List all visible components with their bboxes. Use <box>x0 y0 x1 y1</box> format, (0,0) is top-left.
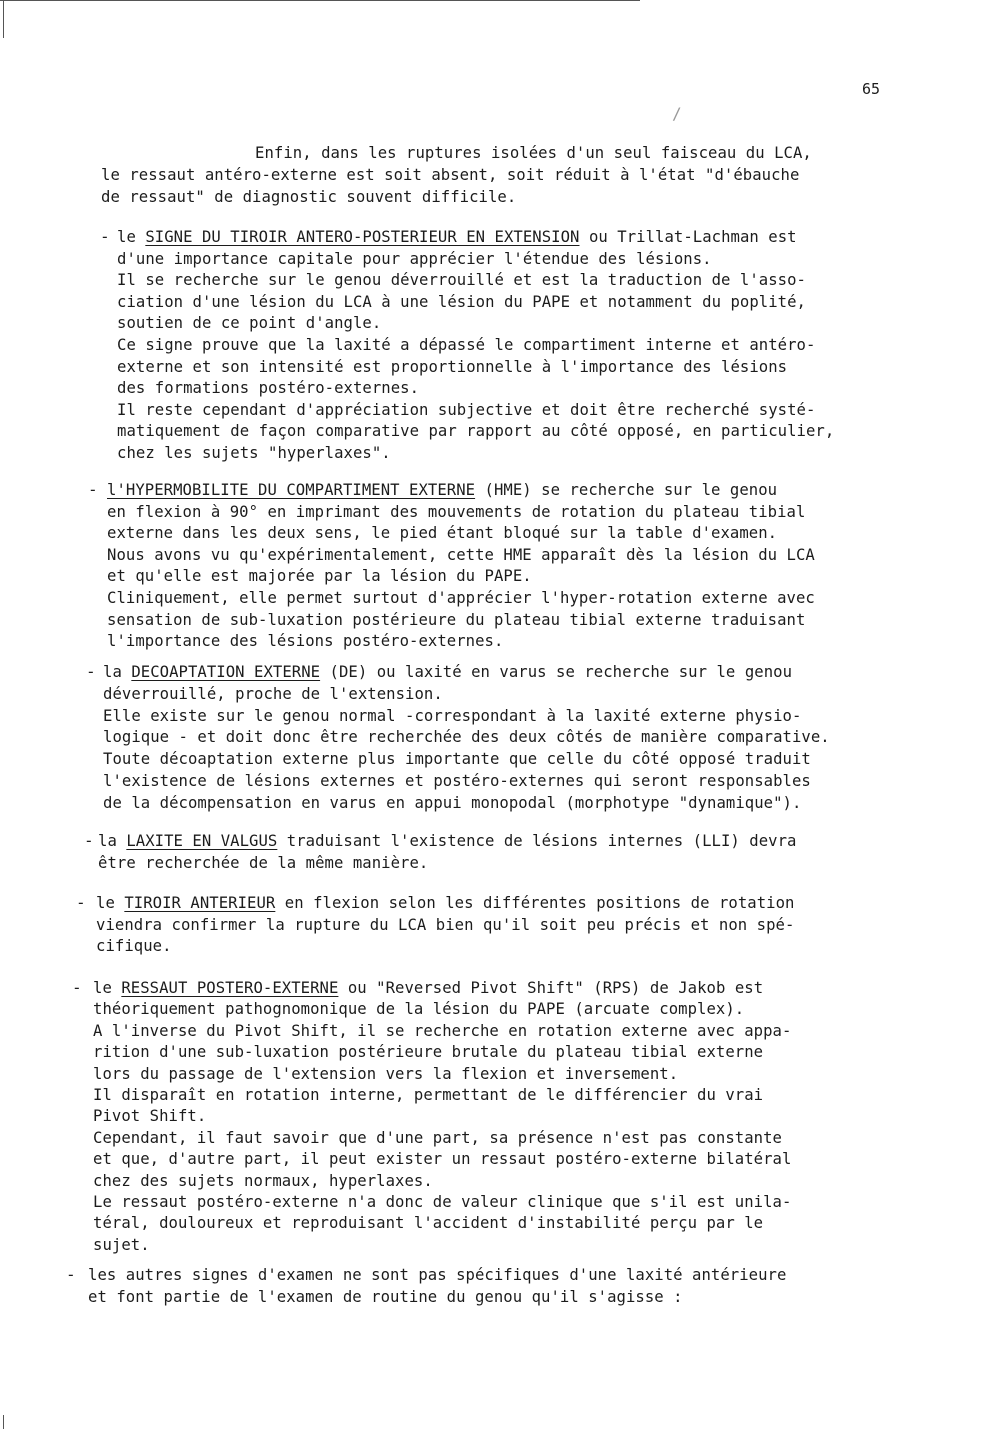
item-line: Il se recherche sur le genou déverrouillé et est la traduction de l'asso- <box>117 271 806 290</box>
item-line: l'existence de lésions externes et postéro-externes qui seront responsables <box>103 772 811 790</box>
stray-pen-mark: / <box>672 104 682 123</box>
item-first-line <box>88 1266 786 1284</box>
item-line: rition d'une sub-luxation postérieure brutale du plateau tibial externe <box>93 1043 764 1062</box>
page-number: 65 <box>862 80 881 98</box>
item-lead-text: la <box>103 663 132 681</box>
item-line: Elle existe sur le genou normal -correspondant à la laxité externe physio- <box>103 706 802 725</box>
item-line: téral, douloureux et reproduisant l'accident d'instabilité perçu par le <box>93 1214 764 1233</box>
item-line: d'une importance capitale pour apprécier l'étendue des lésions. <box>117 249 712 268</box>
item-line: lors du passage de l'extension vers la flexion et inversement. <box>93 1064 679 1083</box>
item-term-heading: l'HYPERMOBILITE DU COMPARTIMENT EXTERNE <box>107 481 476 499</box>
item-line: externe dans les deux sens, le pied étant bloqué sur la table d'examen. <box>107 524 778 543</box>
item-dash: - <box>72 978 82 997</box>
item-line: Pivot Shift. <box>93 1107 207 1126</box>
intro-line: le ressaut antéro-externe est soit absent, soit réduit à l'état "d'ébauche <box>101 166 800 184</box>
item-line: et font partie de l'examen de routine du genou qu'il s'agisse : <box>88 1288 683 1306</box>
item-line: théoriquement pathognomonique de la lésion du PAPE (arcuate complex). <box>93 1000 745 1019</box>
item-first-line <box>98 832 796 850</box>
item-lead-text: le <box>96 894 125 912</box>
item-line: ciation d'une lésion du LCA à une lésion du PAPE et notamment du poplité, <box>117 292 806 311</box>
item-line: Cependant, il faut savoir que d'une part, sa présence n'est pas constante <box>93 1128 782 1147</box>
item-first-line <box>96 894 794 912</box>
item-first-line-rest: (DE) ou laxité en varus se recherche sur le genou <box>320 663 793 681</box>
item-dash: - <box>66 1265 76 1284</box>
scan-left-mark <box>3 1415 4 1429</box>
item-line: et que, d'autre part, il peut exister un ressaut postéro-externe bilatéral <box>93 1150 792 1169</box>
scan-left-mark <box>3 0 4 38</box>
item-line: de la décompensation en varus en appui monopodal (morphotype "dynamique"). <box>103 793 802 812</box>
item-dash: - <box>76 893 86 912</box>
item-line: externe et son intensité est proportionnelle à l'importance des lésions <box>117 357 788 376</box>
item-line: des formations postéro-externes. <box>117 379 420 398</box>
item-first-line-rest: (HME) se recherche sur le genou <box>475 481 778 499</box>
item-line: déverrouillé, proche de l'extension. <box>103 684 443 703</box>
item-line: être recherchée de la même manière. <box>98 854 429 872</box>
item-term-heading: DECOAPTATION EXTERNE <box>131 663 321 681</box>
item-line: l'importance des lésions postéro-externes. <box>107 632 504 651</box>
item-dash: - <box>84 831 94 850</box>
item-line: A l'inverse du Pivot Shift, il se recherche en rotation externe avec appa- <box>93 1021 792 1040</box>
item-term-heading: TIROIR ANTERIEUR <box>124 894 276 912</box>
item-line: matiquement de façon comparative par rapport au côté opposé, en particulier, <box>117 422 835 441</box>
item-first-line <box>93 979 763 997</box>
item-lead-text: les autres signes d'examen ne sont pas spécifiques d'une laxité antérieure <box>88 1266 787 1284</box>
item-line: Le ressaut postéro-externe n'a donc de valeur clinique que s'il est unila- <box>93 1193 792 1211</box>
item-first-line <box>107 481 777 499</box>
item-line: en flexion à 90° en imprimant des mouvements de rotation du plateau tibial <box>107 502 806 521</box>
item-term-heading: SIGNE DU TIROIR ANTERO-POSTERIEUR EN EXTENSION <box>145 228 580 246</box>
item-line: soutien de ce point d'angle. <box>117 314 382 333</box>
item-first-line-rest: traduisant l'existence de lésions internes (LLI) devra <box>277 832 797 850</box>
item-dash: - <box>86 662 96 681</box>
intro-line: Enfin, dans les ruptures isolées d'un seul faisceau du LCA, <box>255 144 812 162</box>
item-term-heading: LAXITE EN VALGUS <box>126 832 278 850</box>
item-line: cifique. <box>96 937 172 956</box>
item-line: Il disparaît en rotation interne, permettant de le différencier du vrai <box>93 1086 764 1104</box>
intro-line: de ressaut" de diagnostic souvent difficile. <box>101 188 517 206</box>
item-line: Nous avons vu qu'expérimentalement, cette HME apparaît dès la lésion du LCA <box>107 545 815 564</box>
item-line: chez les sujets "hyperlaxes". <box>117 444 391 462</box>
item-lead-text: la <box>98 832 127 850</box>
item-line: sujet. <box>93 1235 150 1254</box>
item-line: Cliniquement, elle permet surtout d'apprécier l'hyper-rotation externe avec <box>107 589 815 607</box>
item-first-line-rest: en flexion selon les différentes positions de rotation <box>275 894 795 912</box>
item-dash: - <box>88 480 98 499</box>
item-term-heading: RESSAUT POSTERO-EXTERNE <box>121 979 339 997</box>
item-line: Ce signe prouve que la laxité a dépassé le compartiment interne et antéro- <box>117 336 816 354</box>
item-line: Il reste cependant d'appréciation subjective et doit être recherché systé- <box>117 400 816 419</box>
item-line: Toute décoaptation externe plus importante que celle du côté opposé traduit <box>103 750 811 769</box>
item-line: viendra confirmer la rupture du LCA bien qu'il soit peu précis et non spé- <box>96 915 795 934</box>
item-first-line <box>103 663 792 681</box>
item-first-line-rest: ou "Reversed Pivot Shift" (RPS) de Jakob est <box>338 979 764 997</box>
item-lead-text: le <box>117 228 146 246</box>
item-line: logique - et doit donc être recherchée des deux côtés de manière comparative. <box>103 728 830 747</box>
item-dash: - <box>100 227 110 246</box>
scan-top-border <box>0 0 640 1</box>
item-line: sensation de sub-luxation postérieure du plateau tibial externe traduisant <box>107 610 806 629</box>
item-first-line-rest: ou Trillat-Lachman est <box>579 228 797 246</box>
item-line: et qu'elle est majorée par la lésion du PAPE. <box>107 567 532 586</box>
item-line: chez des sujets normaux, hyperlaxes. <box>93 1171 433 1190</box>
item-first-line <box>117 228 797 246</box>
item-lead-text: le <box>93 979 122 997</box>
